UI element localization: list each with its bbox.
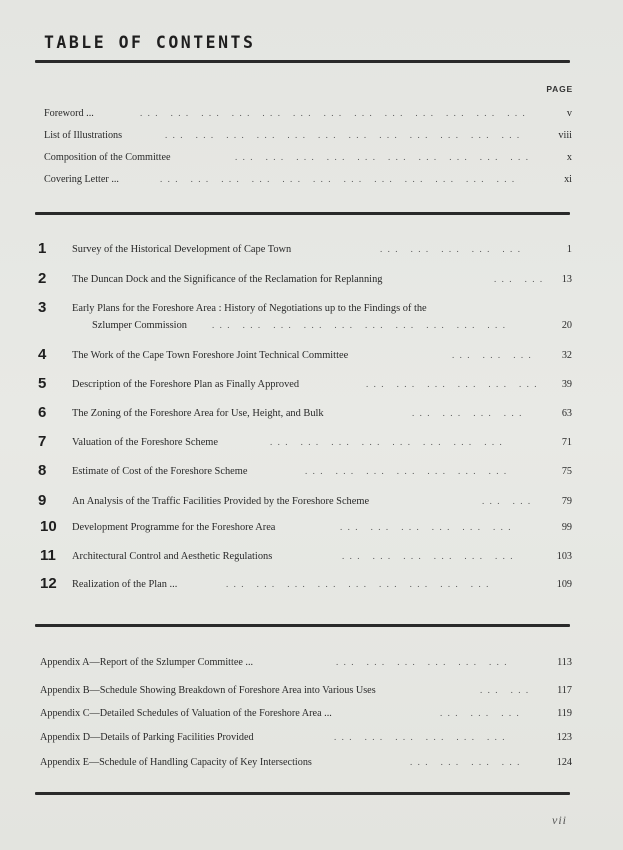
chapter-number: 2 [38, 270, 47, 287]
entry-title: Appendix D—Details of Parking Facilities Provided [40, 732, 254, 743]
entry-title-continued: Szlumper Commission [92, 320, 187, 331]
dot-leader: ... ... ... ... [410, 757, 525, 767]
dot-leader: ... ... ... [452, 350, 537, 360]
chapter-number: 10 [40, 518, 57, 535]
chapter-number: 6 [38, 404, 47, 421]
entry-page: 75 [561, 466, 572, 477]
entry-page: 113 [557, 657, 572, 668]
entry-title: Survey of the Historical Development of Cape Town [72, 244, 292, 255]
dot-leader: ... ... ... [440, 708, 525, 718]
dot-leader: ... ... ... ... ... ... [366, 379, 542, 389]
entry-page: xi [564, 174, 572, 185]
entry-page: 63 [561, 408, 572, 419]
entry-page: 39 [561, 379, 572, 390]
entry-page: 13 [561, 274, 572, 285]
chapter-number: 4 [38, 346, 47, 363]
entry-title: An Analysis of the Traffic Facilities Provided by the Foreshore Scheme [72, 496, 370, 507]
dot-leader: ... ... ... ... [412, 408, 527, 418]
dot-leader: ... ... ... ... ... ... ... ... ... ... ... ... [160, 174, 520, 184]
entry-title: Valuation of the Foreshore Scheme [72, 437, 219, 448]
entry-title: Covering Letter ... [44, 174, 119, 185]
entry-title: Appendix B—Schedule Showing Breakdown of Foreshore Area into Various Uses [40, 685, 376, 696]
dot-leader: ... ... ... ... ... ... ... [305, 466, 512, 476]
entry-page: 124 [556, 757, 572, 768]
entry-page: viii [558, 130, 572, 141]
chapter-number: 1 [38, 240, 47, 257]
section-rule [35, 624, 570, 627]
entry-page: 71 [561, 437, 572, 448]
dot-leader: ... ... ... ... ... ... [340, 522, 516, 532]
title-rule [35, 60, 570, 63]
entry-page: v [566, 108, 572, 119]
dot-leader: ... ... ... ... ... ... ... ... ... [226, 579, 494, 589]
dot-leader: ... ... ... ... ... [380, 244, 526, 254]
dot-leader: ... ... ... ... ... ... ... ... ... ... [235, 152, 534, 162]
entry-title: Realization of the Plan ... [72, 579, 178, 590]
entry-title: The Duncan Dock and the Significance of the Reclamation for Replanning [72, 274, 383, 285]
dot-leader: ... ... ... ... ... ... ... ... ... ... ... ... ... [140, 108, 531, 118]
entry-title: Appendix E—Schedule of Handling Capacity of Key Intersections [40, 757, 312, 768]
section-rule [35, 212, 570, 215]
entry-page: 117 [557, 685, 572, 696]
chapter-number: 11 [40, 547, 56, 564]
chapter-number: 7 [38, 433, 47, 450]
dot-leader: ... ... ... ... ... ... ... ... ... ... [212, 320, 511, 330]
chapter-number: 3 [38, 299, 47, 316]
entry-page: 79 [561, 496, 572, 507]
dot-leader: ... ... ... ... ... ... ... ... ... ... ... ... [165, 130, 525, 140]
dot-leader: ... ... ... ... ... ... [336, 657, 512, 667]
entry-page: 1 [566, 244, 572, 255]
entry-page: 109 [556, 579, 572, 590]
entry-page: 32 [561, 350, 572, 361]
entry-page: 123 [556, 732, 572, 743]
entry-title: Appendix C—Detailed Schedules of Valuation of the Foreshore Area ... [40, 708, 332, 719]
dot-leader: ... ... [480, 685, 534, 695]
entry-title: Development Programme for the Foreshore Area [72, 522, 276, 533]
entry-title: Description of the Foreshore Plan as Finally Approved [72, 379, 300, 390]
chapter-number: 5 [38, 375, 47, 392]
dot-leader: ... ... [482, 496, 536, 506]
entry-page: 20 [561, 320, 572, 331]
chapter-number: 8 [38, 462, 47, 479]
entry-title: Estimate of Cost of the Foreshore Scheme [72, 466, 248, 477]
dot-leader: ... ... ... ... ... ... [342, 551, 518, 561]
entry-page: 103 [556, 551, 572, 562]
dot-leader: ... ... ... ... ... ... [334, 732, 510, 742]
chapter-number: 9 [38, 492, 47, 509]
dot-leader: ... ... [494, 274, 548, 284]
bottom-rule [35, 792, 570, 795]
entry-page: 119 [557, 708, 572, 719]
page-folio: vii [552, 813, 567, 827]
entry-page: x [566, 152, 572, 163]
dot-leader: ... ... ... ... ... ... ... ... [270, 437, 508, 447]
chapter-number: 12 [40, 575, 57, 592]
entry-title: The Zoning of the Foreshore Area for Use, Height, and Bulk [72, 408, 324, 419]
page-column-header: PAGE [546, 84, 573, 94]
page-title: TABLE OF CONTENTS [44, 33, 256, 52]
entry-title: Composition of the Committee [44, 152, 171, 163]
entry-title: Appendix A—Report of the Szlumper Committee ... [40, 657, 254, 668]
entry-title: Foreword ... [44, 108, 94, 119]
entry-title: List of Illustrations [44, 130, 123, 141]
entry-title: Architectural Control and Aesthetic Regulations [72, 551, 273, 562]
entry-page: 99 [561, 522, 572, 533]
entry-title: Early Plans for the Foreshore Area : History of Negotiations up to the Findings of the [72, 303, 427, 314]
entry-title: The Work of the Cape Town Foreshore Joint Technical Committee [72, 350, 349, 361]
